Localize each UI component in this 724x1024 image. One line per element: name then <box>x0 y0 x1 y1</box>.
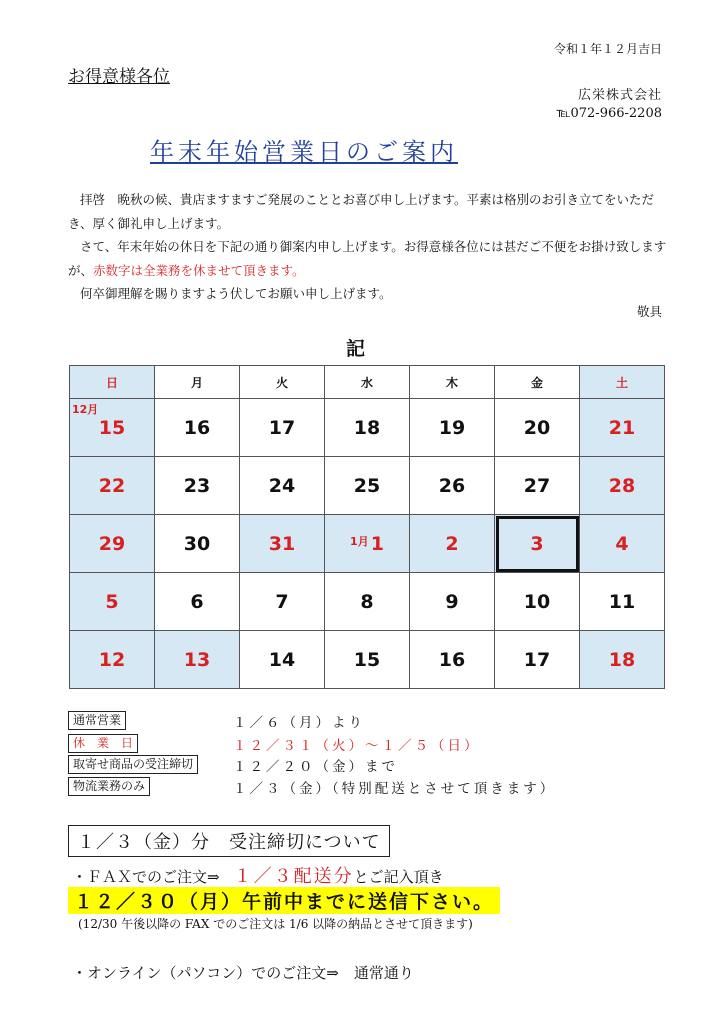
section-heading: １／３（金）分 受注締切について <box>68 825 390 857</box>
weekday-thu: 木 <box>410 366 495 399</box>
company-name: 広栄株式会社 <box>577 88 662 103</box>
letter-body <box>68 188 668 306</box>
calendar-day: 24 <box>240 457 325 515</box>
calendar-day: 4 <box>580 515 665 573</box>
schedule-value-holiday: １２／３１（火）～１／５（日） <box>233 738 481 754</box>
calendar-day: 23 <box>155 457 240 515</box>
calendar-week-4 <box>70 573 665 631</box>
calendar-day: 20 <box>495 399 580 457</box>
calendar-day: 31 <box>240 515 325 573</box>
schedule-value-order-cutoff: １２／２０（金）まで <box>233 759 398 775</box>
schedule-label-logistics: 物流業務のみ <box>68 777 150 796</box>
calendar-day: 21 <box>580 399 665 457</box>
calendar-day: 13 <box>155 631 240 689</box>
closing-word: 敬具 <box>636 304 662 319</box>
calendar-day: 25 <box>325 457 410 515</box>
calendar-day: 19 <box>410 399 495 457</box>
calendar-day <box>70 399 155 457</box>
calendar-day: 14 <box>240 631 325 689</box>
calendar-day: 10 <box>495 573 580 631</box>
online-order-line: ・オンライン（パソコン）でのご注文⇒ 通常通り <box>72 964 414 982</box>
fax-order-suffix: とご記入頂き <box>353 868 444 886</box>
calendar-day: 2 <box>410 515 495 573</box>
calendar-day: 17 <box>495 631 580 689</box>
holiday-calendar <box>69 365 665 689</box>
month-label-december: 12月 <box>72 403 99 416</box>
page-title: 年末年始営業日のご案内 <box>150 138 458 166</box>
calendar-day: 26 <box>410 457 495 515</box>
calendar-day <box>325 515 410 573</box>
calendar-day-highlighted: 3 <box>495 515 580 573</box>
schedule-label-order-cutoff: 取寄せ商品の受注締切 <box>68 755 198 774</box>
letter-paragraph-3: 何卒御理解を賜りますよう伏してお願い申し上げます。 <box>80 286 392 301</box>
calendar-day: 18 <box>325 399 410 457</box>
calendar-day: 27 <box>495 457 580 515</box>
calendar-week-5 <box>70 631 665 689</box>
weekday-header-row <box>70 366 665 399</box>
fax-order-line <box>72 862 444 888</box>
calendar-day: 16 <box>410 631 495 689</box>
letter-paragraph-1: 拝啓 晩秋の候、貴店ますますご発展のこととお喜び申し上げます。平素は格別のお引き立てをいただき、厚く御礼申し上げます。 <box>68 192 655 231</box>
letter-paragraph-2-text: さて、年末年始の休日を下記の通り御案内申し上げます。お得意様各位には甚だご不便をお掛け致しますが、 <box>68 239 667 278</box>
day-number: 15 <box>98 416 126 439</box>
calendar-day: 6 <box>155 573 240 631</box>
calendar-day: 30 <box>155 515 240 573</box>
calendar-day: 12 <box>70 631 155 689</box>
calendar-day: 8 <box>325 573 410 631</box>
fax-order-prefix: ・ＦＡＸでのご注文⇒ <box>72 868 220 886</box>
weekday-fri: 金 <box>495 366 580 399</box>
weekday-wed: 水 <box>325 366 410 399</box>
weekday-mon: 月 <box>155 366 240 399</box>
weekday-sun: 日 <box>70 366 155 399</box>
calendar-day: 5 <box>70 573 155 631</box>
calendar-week-3 <box>70 515 665 573</box>
calendar-day: 17 <box>240 399 325 457</box>
calendar-week-1 <box>70 399 665 457</box>
calendar-day: 11 <box>580 573 665 631</box>
telephone: ℡072-966-2208 <box>556 106 662 121</box>
deadline-highlight: １２／３０（月）午前中までに送信下さい。 <box>68 887 500 914</box>
issue-date: 令和１年１２月吉日 <box>553 42 662 56</box>
ki-heading: 記 <box>346 338 366 360</box>
calendar-day: 18 <box>580 631 665 689</box>
letter-paragraph-2 <box>68 235 668 282</box>
schedule-label-normal: 通常営業 <box>68 711 126 730</box>
calendar-day: 22 <box>70 457 155 515</box>
fax-note: (12/30 午後以降の FAX でのご注文は 1/6 以降の納品とさせて頂きます) <box>78 917 473 931</box>
fax-delivery-label: １／３配送分 <box>233 866 354 887</box>
schedule-value-normal: １／６（月）より <box>233 715 365 731</box>
weekday-tue: 火 <box>240 366 325 399</box>
calendar-day: 7 <box>240 573 325 631</box>
recipient: お得意様各位 <box>68 67 170 87</box>
calendar-day: 29 <box>70 515 155 573</box>
calendar-day: 28 <box>580 457 665 515</box>
weekday-sat: 土 <box>580 366 665 399</box>
red-notice: 赤数字は全業務を休ませて頂きます。 <box>93 262 305 278</box>
month-label-january: 1月 <box>350 534 369 548</box>
calendar-day: 16 <box>155 399 240 457</box>
calendar-day: 15 <box>325 631 410 689</box>
schedule-value-logistics: １／３（金）（特別配送とさせて頂きます） <box>233 781 557 797</box>
day-number: 1 <box>370 532 384 555</box>
calendar-day: 9 <box>410 573 495 631</box>
schedule-label-holiday: 休 業 日 <box>68 734 138 753</box>
calendar-week-2 <box>70 457 665 515</box>
